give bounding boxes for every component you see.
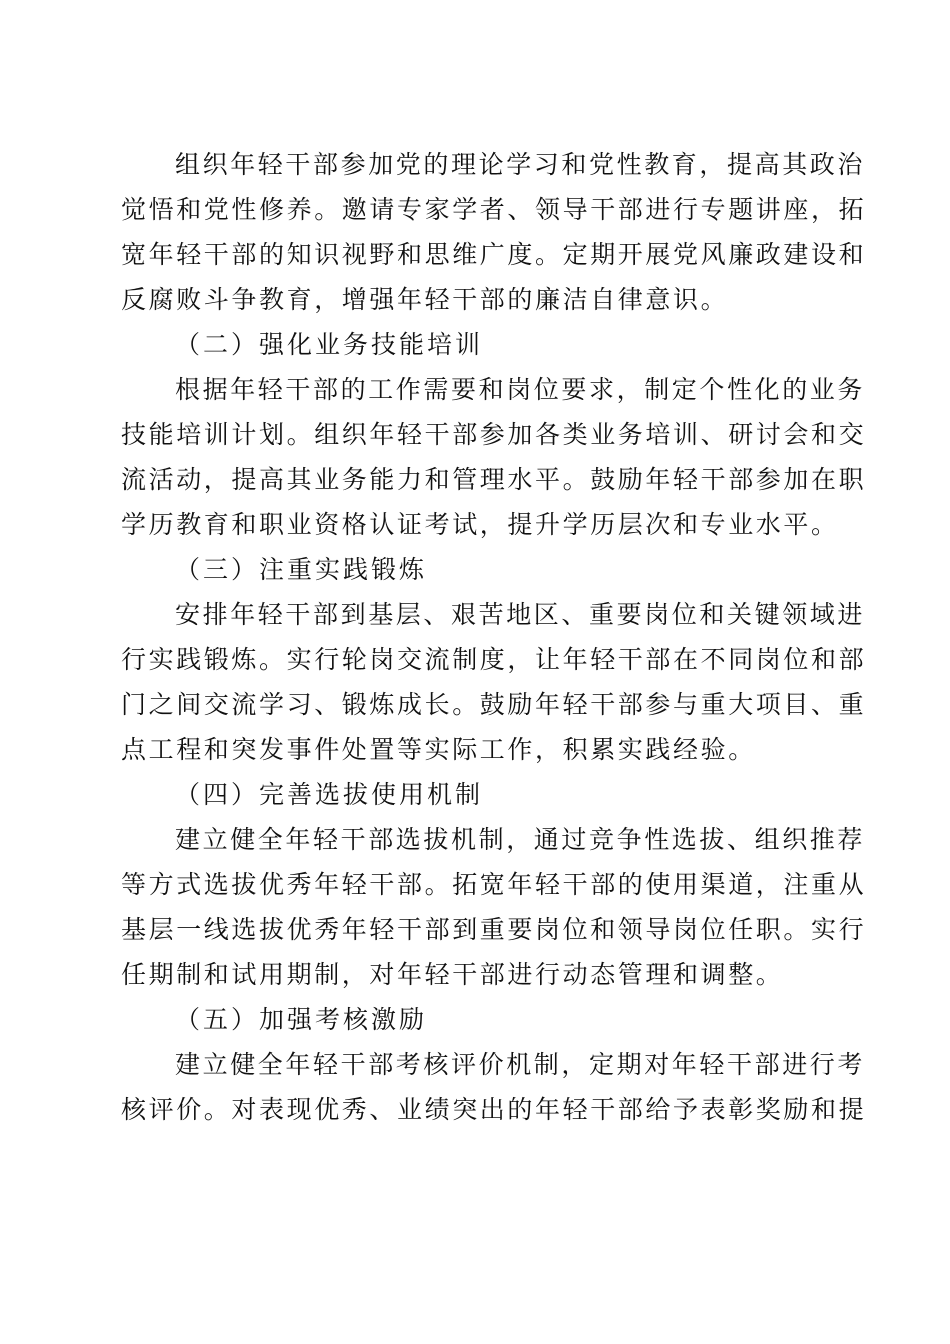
text-line: 建立健全年轻干部考核评价机制，定期对年轻干部进行考 [175, 1050, 866, 1079]
text-line: 反腐败斗争教育，增强年轻干部的廉洁自律意识。 [121, 285, 729, 314]
paragraph-evaluation [121, 1042, 867, 1132]
text-line: 学历教育和职业资格认证考试，提升学历层次和专业水平。 [121, 510, 839, 539]
text-line: 行实践锻炼。实行轮岗交流制度，让年轻干部在不同岗位和部 [121, 645, 867, 674]
text-line: 任期制和试用期制，对年轻干部进行动态管理和调整。 [121, 960, 784, 989]
text-line: 觉悟和党性修养。邀请专家学者、领导干部进行专题讲座，拓 [121, 195, 867, 224]
text-line: 宽年轻干部的知识视野和思维广度。定期开展党风廉政建设和 [121, 240, 867, 269]
document-body [121, 142, 867, 1132]
text-line: 安排年轻干部到基层、艰苦地区、重要岗位和关键领域进 [175, 600, 866, 629]
text-line: 流活动，提高其业务能力和管理水平。鼓励年轻干部参加在职 [121, 465, 867, 494]
section-heading-2: （二）强化业务技能培训 [175, 330, 484, 359]
text-line: 核评价。对表现优秀、业绩突出的年轻干部给予表彰奖励和提 [121, 1095, 867, 1124]
section-heading-4: （四）完善选拔使用机制 [175, 780, 484, 809]
text-line: 组织年轻干部参加党的理论学习和党性教育，提高其政治 [175, 150, 866, 179]
text-line: 技能培训计划。组织年轻干部参加各类业务培训、研讨会和交 [121, 420, 867, 449]
text-line: 基层一线选拔优秀年轻干部到重要岗位和领导岗位任职。实行 [121, 915, 867, 944]
paragraph-skills-training [121, 367, 867, 547]
paragraph-political-education [121, 142, 867, 322]
text-line: 建立健全年轻干部选拔机制，通过竞争性选拔、组织推荐 [175, 825, 866, 854]
text-line: 根据年轻干部的工作需要和岗位要求，制定个性化的业务 [175, 375, 866, 404]
paragraph-selection [121, 817, 867, 997]
text-line: 门之间交流学习、锻炼成长。鼓励年轻干部参与重大项目、重 [121, 690, 867, 719]
paragraph-practice [121, 592, 867, 772]
section-heading-5: （五）加强考核激励 [175, 1005, 428, 1034]
text-line: 点工程和突发事件处置等实际工作，积累实践经验。 [121, 735, 756, 764]
section-heading-3: （三）注重实践锻炼 [175, 555, 428, 584]
text-line: 等方式选拔优秀年轻干部。拓宽年轻干部的使用渠道，注重从 [121, 870, 867, 899]
